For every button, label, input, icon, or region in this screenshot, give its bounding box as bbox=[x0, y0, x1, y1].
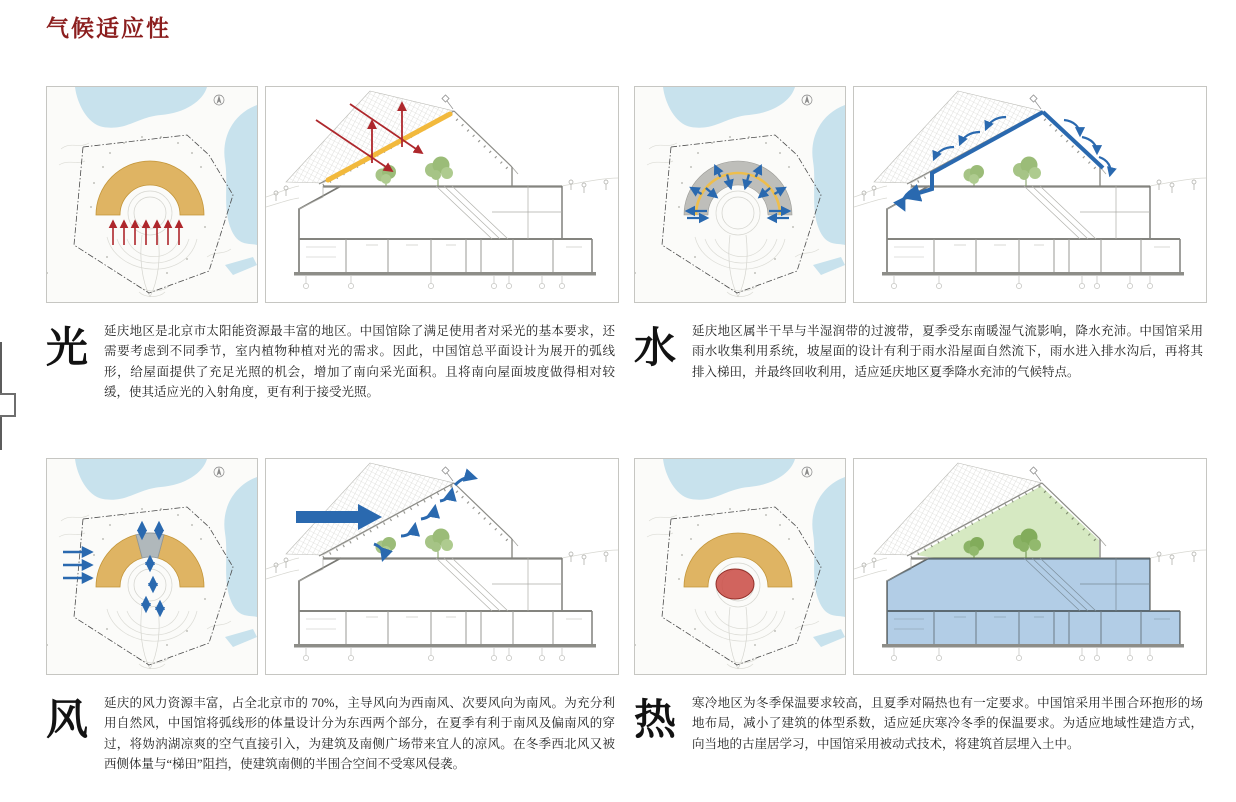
site-plan-heat-diagram bbox=[634, 458, 846, 675]
section-label-wind: 风 bbox=[46, 696, 89, 743]
building-section-heat-diagram bbox=[853, 458, 1207, 675]
wind-panels bbox=[46, 458, 617, 675]
page-title: 气候适应性 bbox=[46, 15, 171, 41]
heat-caption bbox=[634, 691, 1205, 754]
section-text-light: 延庆地区是北京市太阳能资源最丰富的地区。中国馆除了满足使用者对采光的基本要求，还需要考虑到不同季节，室内植物种植对光的需求。因此，中国馆总平面设计为展开的弧线形，给屋面提供了充足光照的机会，增加了南向采光面积。且将南向屋面坡度做得相对较缓，使其适应光的入射角度，更有利于接受光照。 bbox=[104, 324, 615, 400]
water-panels bbox=[634, 86, 1205, 303]
building-section-water-diagram bbox=[853, 86, 1207, 303]
site-plan-wind-diagram bbox=[46, 458, 258, 675]
page-edge-handle bbox=[0, 393, 16, 417]
section-label-heat: 热 bbox=[634, 696, 677, 743]
wind-caption bbox=[46, 691, 617, 775]
section-label-light: 光 bbox=[46, 324, 89, 371]
section-text-heat: 寒冷地区为冬季保温要求较高，且夏季对隔热也有一定要求。中国馆采用半围合环抱形的场地布局，减小了建筑的体型系数，适应延庆寒冷冬季的保温要求。为适应地域性建造方式，向当地的古崖居学习，中国馆采用被动式技术，将建筑首层埋入土中。 bbox=[692, 696, 1203, 751]
section-water bbox=[634, 86, 1205, 458]
building-section-light-diagram bbox=[265, 86, 619, 303]
site-plan-light-diagram bbox=[46, 86, 258, 303]
heat-panels bbox=[634, 458, 1205, 675]
section-text-water: 延庆地区属半干旱与半湿润带的过渡带，夏季受东南暖湿气流影响，降水充沛。中国馆采用雨水收集利用系统，坡屋面的设计有利于雨水沿屋面自然流下，雨水进入排水沟后，再将其排入梯田，并最终回收利用，适应延庆地区夏季降水充沛的气候特点。 bbox=[692, 324, 1203, 379]
site-plan-water-diagram bbox=[634, 86, 846, 303]
water-caption bbox=[634, 319, 1205, 382]
section-light bbox=[46, 86, 617, 458]
light-panels bbox=[46, 86, 617, 303]
section-wind bbox=[46, 458, 617, 775]
section-label-water: 水 bbox=[634, 324, 677, 371]
earth-sheltered-mass-highlight bbox=[887, 558, 1180, 644]
building-section-wind-diagram bbox=[265, 458, 619, 675]
section-heat bbox=[634, 458, 1205, 775]
sections-grid bbox=[46, 86, 1205, 775]
enclosed-courtyard-heat-zone bbox=[716, 569, 754, 599]
section-text-wind: 延庆的风力资源丰富，占全北京市的 70%，主导风向为西南风、次要风向为南风。为充分利用自然风，中国馆将弧线形的体量设计分为东西两个部分，在夏季有利于南风及偏南风的穿过，将妫汭湖凉爽的空气直接引入，为建筑及南侧广场带来宜人的凉风。在冬季西北风又被西侧体量与“梯田”阻挡，使建筑南侧的半围合空间不受寒风侵袭。 bbox=[104, 696, 615, 772]
light-caption bbox=[46, 319, 617, 403]
